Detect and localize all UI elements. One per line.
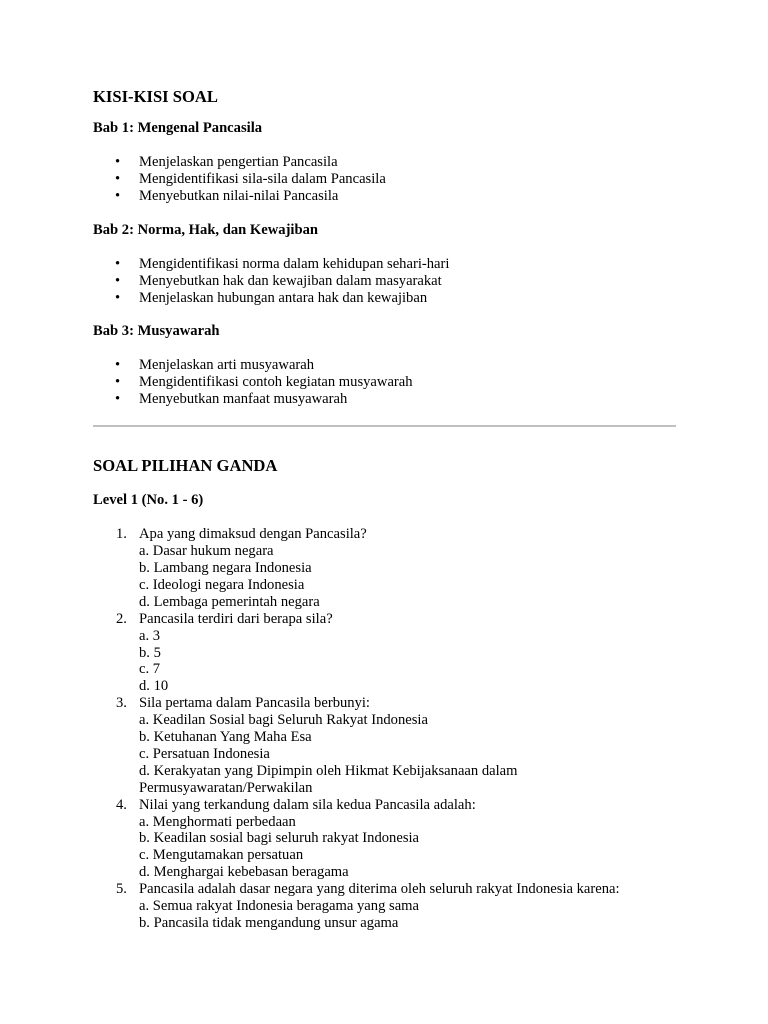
question-number: 1. bbox=[116, 526, 127, 543]
question-list bbox=[93, 526, 678, 932]
answer-option: d. Menghargai kebebasan beragama bbox=[139, 864, 349, 881]
soal-title: SOAL PILIHAN GANDA bbox=[93, 456, 278, 476]
answer-option: c. Mengutamakan persatuan bbox=[139, 847, 304, 864]
answer-option: c. Ideologi negara Indonesia bbox=[139, 576, 305, 593]
list-item: • Menjelaskan hubungan antara hak dan kewajiban bbox=[93, 290, 678, 307]
question-text: Apa yang dimaksud dengan Pancasila? bbox=[139, 526, 367, 543]
question-item bbox=[93, 797, 678, 882]
answer-option: b. 5 bbox=[139, 644, 161, 661]
answer-option: d. Kerakyatan yang Dipimpin oleh Hikmat Kebijaksanaan dalam Permusyawaratan/Perwakilan bbox=[139, 762, 518, 796]
chapter-list-2 bbox=[93, 256, 678, 307]
question-number: 5. bbox=[116, 881, 127, 898]
answer-option: b. Lambang negara Indonesia bbox=[139, 559, 312, 576]
question-item bbox=[93, 695, 678, 796]
section-divider bbox=[93, 425, 676, 427]
question-text: Nilai yang terkandung dalam sila kedua Pancasila adalah: bbox=[139, 796, 476, 813]
level-heading: Level 1 (No. 1 - 6) bbox=[93, 492, 204, 509]
chapter-list-3 bbox=[93, 357, 678, 408]
answer-option: a. Dasar hukum negara bbox=[139, 543, 274, 560]
list-item: • Menyebutkan manfaat musyawarah bbox=[93, 391, 678, 408]
answer-option: b. Keadilan sosial bagi seluruh rakyat Indonesia bbox=[139, 830, 420, 847]
question-item bbox=[93, 881, 678, 932]
list-item: • Menjelaskan arti musyawarah bbox=[93, 357, 678, 374]
chapter-heading-1: Bab 1: Mengenal Pancasila bbox=[93, 120, 263, 136]
answer-option: d. 10 bbox=[139, 678, 169, 695]
question-number: 4. bbox=[116, 796, 127, 813]
question-text: Pancasila terdiri dari berapa sila? bbox=[139, 610, 333, 627]
answer-option: c. Persatuan Indonesia bbox=[139, 745, 270, 762]
question-item bbox=[93, 611, 678, 696]
answer-option: a. 3 bbox=[139, 627, 161, 644]
document-content bbox=[93, 86, 678, 932]
chapter-heading-3: Bab 3: Musyawarah bbox=[93, 323, 220, 340]
question-text: Pancasila adalah dasar negara yang diterima oleh seluruh rakyat Indonesia karena: bbox=[139, 881, 620, 898]
chapter-list-1 bbox=[93, 154, 678, 205]
kisi-kisi-title: KISI-KISI SOAL bbox=[93, 87, 218, 106]
answer-option: a. Semua rakyat Indonesia beragama yang sama bbox=[139, 898, 420, 915]
question-item bbox=[93, 526, 678, 611]
list-item: • Menjelaskan pengertian Pancasila bbox=[93, 154, 678, 171]
list-item: • Mengidentifikasi sila-sila dalam Pancasila bbox=[93, 171, 678, 188]
list-item: • Mengidentifikasi norma dalam kehidupan sehari-hari bbox=[93, 256, 678, 273]
answer-option: d. Lembaga pemerintah negara bbox=[139, 593, 320, 610]
answer-option: a. Menghormati perbedaan bbox=[139, 813, 296, 830]
list-item: • Menyebutkan hak dan kewajiban dalam masyarakat bbox=[93, 273, 678, 290]
list-item: • Menyebutkan nilai-nilai Pancasila bbox=[93, 188, 678, 205]
answer-option: a. Keadilan Sosial bagi Seluruh Rakyat Indonesia bbox=[139, 712, 428, 729]
soal-section bbox=[93, 455, 678, 932]
question-number: 3. bbox=[116, 695, 127, 712]
answer-option: b. Ketuhanan Yang Maha Esa bbox=[139, 729, 312, 746]
answer-option: c. 7 bbox=[139, 661, 161, 678]
list-item: • Mengidentifikasi contoh kegiatan musyawarah bbox=[93, 374, 678, 391]
kisi-kisi-section bbox=[93, 86, 678, 408]
question-number: 2. bbox=[116, 610, 127, 627]
answer-option: b. Pancasila tidak mengandung unsur agama bbox=[139, 915, 399, 931]
question-text: Sila pertama dalam Pancasila berbunyi: bbox=[139, 695, 370, 712]
chapter-heading-2: Bab 2: Norma, Hak, dan Kewajiban bbox=[93, 221, 319, 238]
